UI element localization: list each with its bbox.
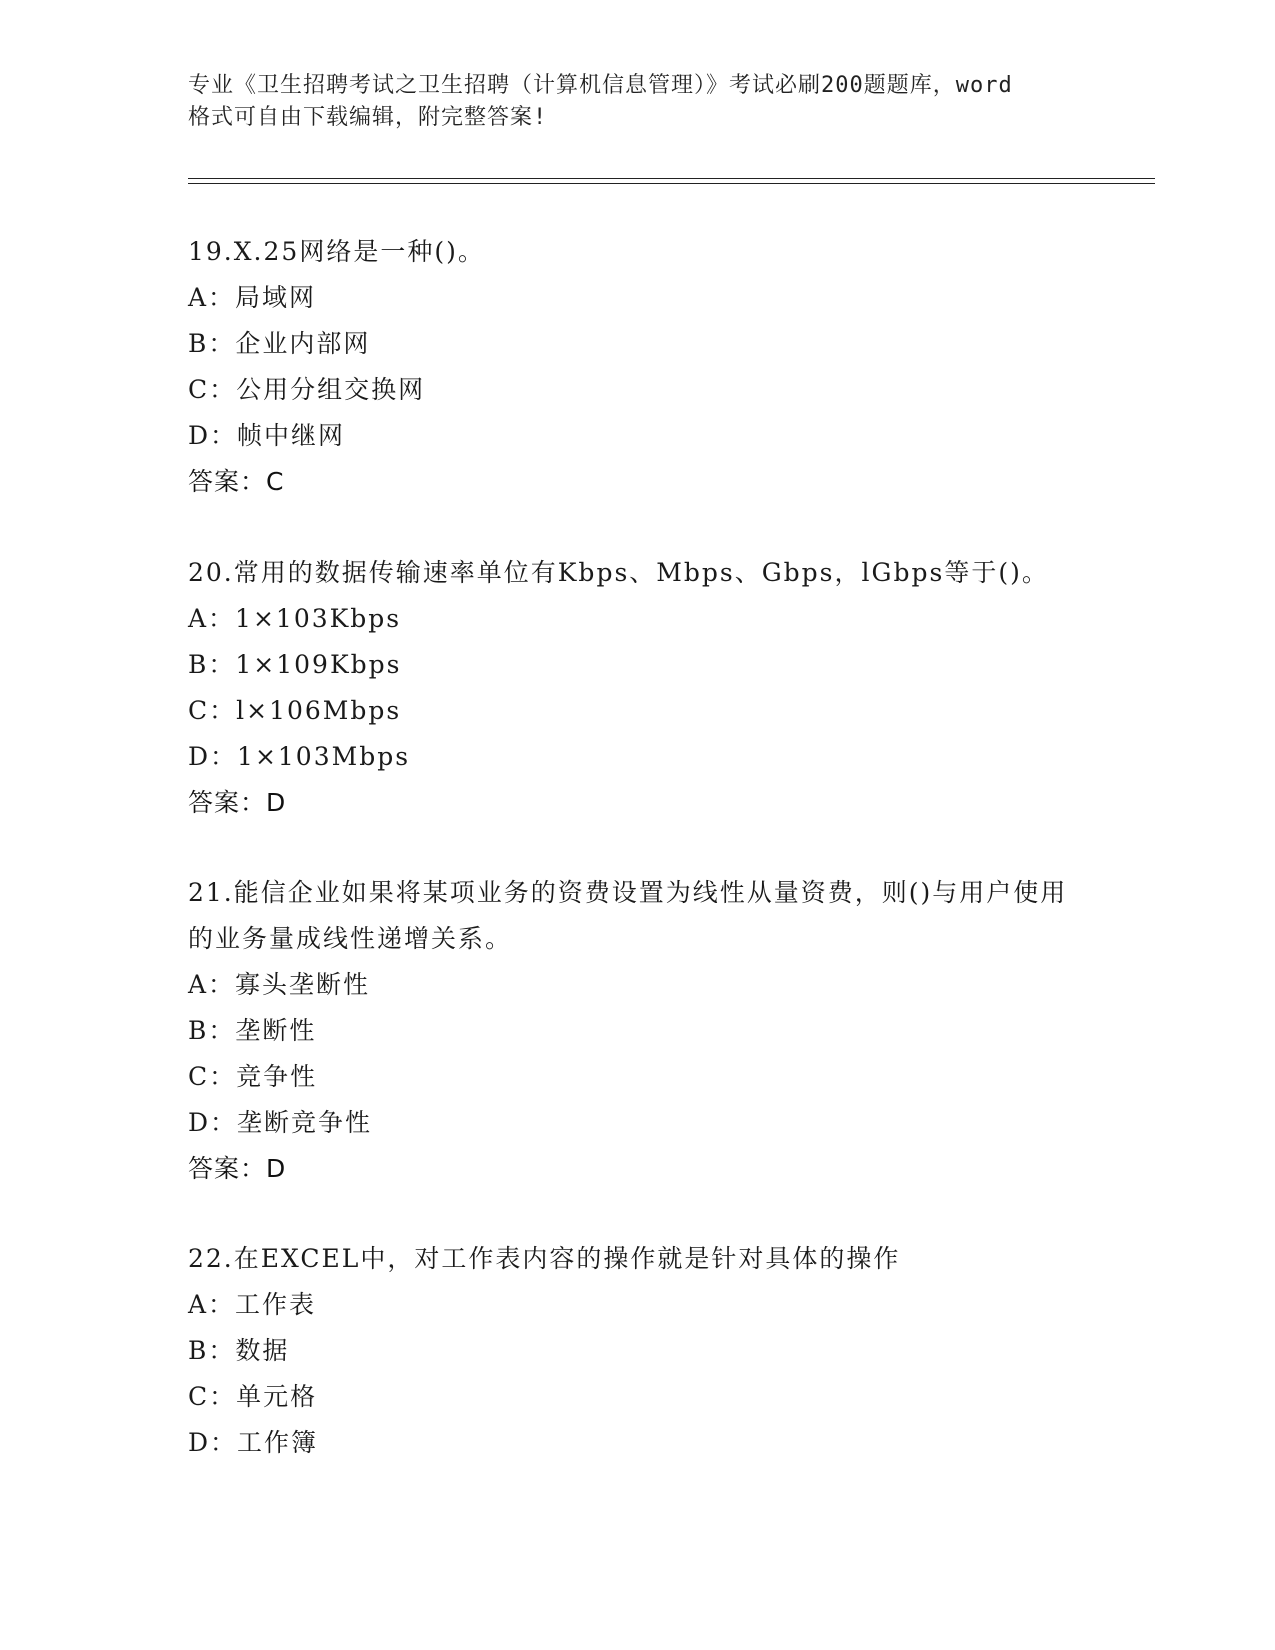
option-b: B：企业内部网: [188, 329, 371, 358]
header-line-1: 专业《卫生招聘考试之卫生招聘（计算机信息管理）》考试必刷200题题库，word: [188, 73, 1013, 98]
option-b: B：垄断性: [188, 1016, 317, 1045]
document-header: [188, 70, 1098, 134]
question-text: 19.X.25网络是一种()。: [188, 237, 485, 266]
answer-label: 答案：D: [188, 788, 287, 817]
option-c: C：竞争性: [188, 1062, 318, 1091]
answer-label: 答案：D: [188, 1154, 287, 1183]
question-text: 20.常用的数据传输速率单位有Kbps、Mbps、Gbps，lGbps等于()。: [188, 558, 1049, 587]
option-c: C：l×106Mbps: [188, 696, 402, 725]
option-d: D：1×103Mbps: [188, 742, 411, 771]
header-line-2: 格式可自由下载编辑，附完整答案!: [188, 105, 548, 130]
question-19: [188, 229, 1108, 505]
option-c: C：单元格: [188, 1382, 318, 1411]
option-a: A：寡头垄断性: [188, 970, 371, 999]
answer-label: 答案：C: [188, 467, 285, 496]
option-a: A：局域网: [188, 283, 317, 312]
option-a: A：工作表: [188, 1290, 317, 1319]
header-divider-top: [188, 178, 1155, 179]
question-22: [188, 1236, 1108, 1466]
option-a: A：1×103Kbps: [188, 604, 402, 633]
option-d: D：帧中继网: [188, 421, 346, 450]
option-d: D：垄断竞争性: [188, 1108, 373, 1137]
header-divider-bottom: [188, 183, 1155, 184]
option-b: B：1×109Kbps: [188, 650, 402, 679]
option-c: C：公用分组交换网: [188, 375, 426, 404]
question-text: 22.在EXCEL中，对工作表内容的操作就是针对具体的操作: [188, 1244, 901, 1273]
question-20: [188, 550, 1108, 826]
question-21: [188, 870, 1108, 1192]
option-d: D：工作簿: [188, 1428, 319, 1457]
question-text: 21.能信企业如果将某项业务的资费设置为线性从量资费，则()与用户使用的业务量成线性递增关系。: [188, 878, 1068, 953]
option-b: B：数据: [188, 1336, 290, 1365]
